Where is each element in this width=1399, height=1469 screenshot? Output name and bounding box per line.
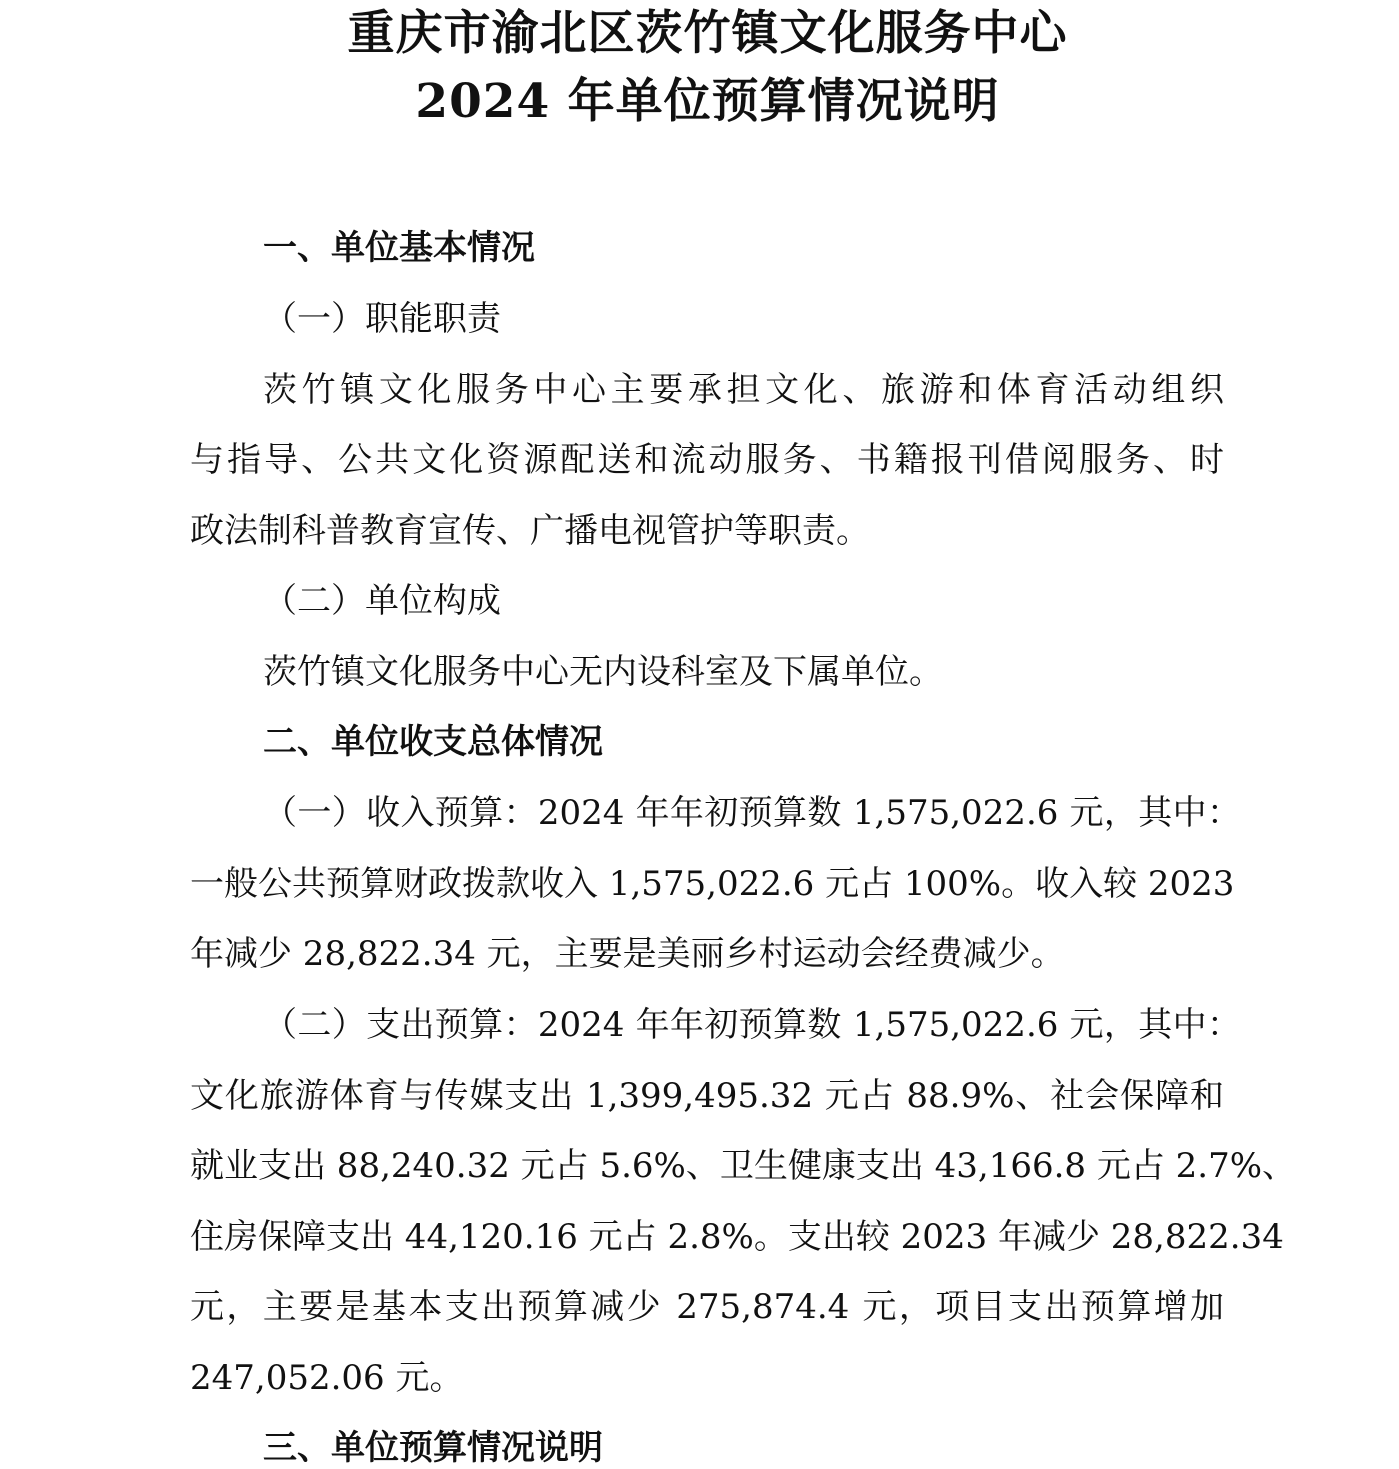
- subsection-heading-1-2: （二）单位构成: [263, 581, 501, 621]
- paragraph-line: 247,052.06 元。: [190, 1358, 464, 1398]
- paragraph-line: 茨竹镇文化服务中心主要承担文化、旅游和体育活动组织: [263, 370, 1224, 410]
- document-title-line-2: 2024 年单位预算情况说明: [415, 74, 1000, 129]
- paragraph-line: 住房保障支出 44,120.16 元占 2.8%。支出较 2023 年减少 28,822.34: [190, 1217, 1284, 1257]
- paragraph-line: 茨竹镇文化服务中心无内设科室及下属单位。: [263, 652, 943, 692]
- section-heading-3: 三、单位预算情况说明: [263, 1428, 603, 1468]
- paragraph-line: （二）支出预算：2024 年年初预算数 1,575,022.6 元，其中：: [263, 1005, 1241, 1045]
- section-heading-1: 一、单位基本情况: [263, 228, 535, 268]
- paragraph-line: 文化旅游体育与传媒支出 1,399,495.32 元占 88.9%、社会保障和: [190, 1076, 1224, 1116]
- section-heading-2: 二、单位收支总体情况: [263, 722, 603, 762]
- paragraph-line: 一般公共预算财政拨款收入 1,575,022.6 元占 100%。收入较 2023: [190, 864, 1235, 904]
- subsection-heading-1-1: （一）职能职责: [263, 299, 501, 339]
- paragraph-line: 与指导、公共文化资源配送和流动服务、书籍报刊借阅服务、时: [190, 440, 1224, 480]
- paragraph-line: 就业支出 88,240.32 元占 5.6%、卫生健康支出 43,166.8 元占 2.7%、: [190, 1146, 1297, 1186]
- document-title-line-1: 重庆市渝北区茨竹镇文化服务中心: [347, 6, 1068, 61]
- paragraph-line: （一）收入预算：2024 年年初预算数 1,575,022.6 元，其中：: [263, 793, 1241, 833]
- paragraph-line: 政法制科普教育宣传、广播电视管护等职责。: [190, 511, 870, 551]
- paragraph-line: 元，主要是基本支出预算减少 275,874.4 元，项目支出预算增加: [190, 1287, 1224, 1327]
- paragraph-line: 年减少 28,822.34 元，主要是美丽乡村运动会经费减少。: [190, 934, 1065, 974]
